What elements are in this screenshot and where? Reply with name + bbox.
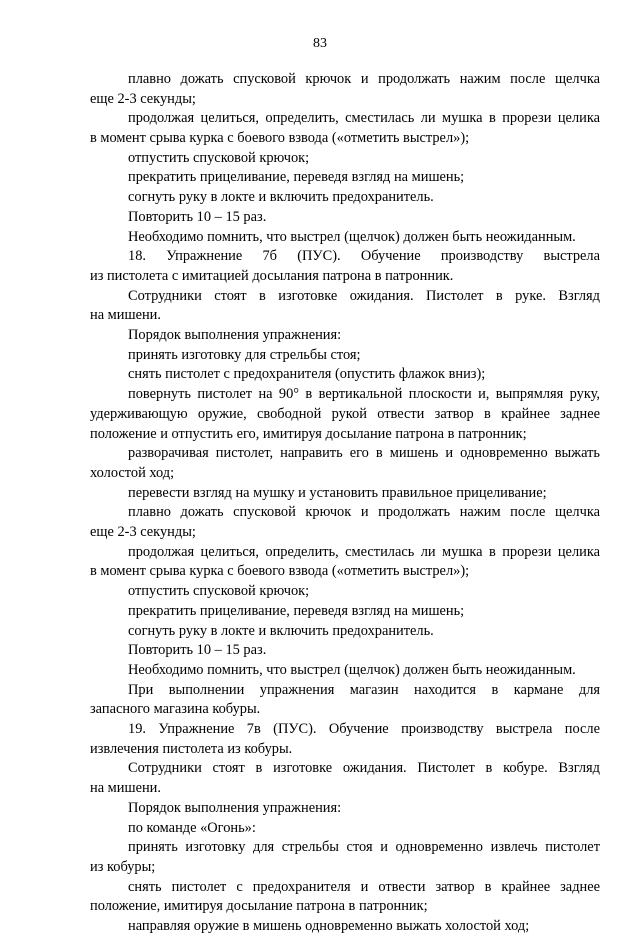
page-number: 83 <box>313 36 327 51</box>
text-line: еще 2-3 секунды; <box>90 524 196 541</box>
text-line: отпустить спусковой крючок; <box>128 583 310 600</box>
text-line: Сотрудники стоят в изготовке ожидания. Пистолет в кобуре. Взгляд <box>128 760 600 777</box>
text-line: удерживающую оружие, свободной рукой отвести затвор в крайнее заднее <box>90 405 600 422</box>
text-line: на мишени. <box>90 780 161 797</box>
text-line: перевести взгляд на мушку и установить правильное прицеливание; <box>128 484 547 501</box>
text-line: направляя оружие в мишень одновременно выжать холостой ход; <box>128 918 530 935</box>
text-line: плавно дожать спусковой крючок и продолжать нажим после щелчка <box>128 504 600 521</box>
text-line: принять изготовку для стрельбы стоя; <box>128 346 361 363</box>
text-line: повернуть пистолет на 90° в вертикальной плоскости и, выпрямляя руку, <box>128 386 600 403</box>
text-line: отпустить спусковой крючок; <box>128 149 310 166</box>
text-line: на мишени. <box>90 307 161 324</box>
text-line: по команде «Огонь»: <box>128 819 256 836</box>
text-line: Повторить 10 – 15 раз. <box>128 642 267 659</box>
text-line: Повторить 10 – 15 раз. <box>128 208 267 225</box>
text-line: холостой ход; <box>90 464 175 481</box>
text-line: снять пистолет с предохранителя (опустить флажок вниз); <box>128 366 486 383</box>
body-text <box>90 70 600 937</box>
text-line: еще 2-3 секунды; <box>90 90 196 107</box>
text-line: 18. Упражнение 7б (ПУС). Обучение производству выстрела <box>128 248 600 265</box>
text-line: разворачивая пистолет, направить его в мишень и одновременно выжать <box>128 445 600 462</box>
text-line: согнуть руку в локте и включить предохранитель. <box>128 189 434 206</box>
text-line: Порядок выполнения упражнения: <box>128 327 342 344</box>
text-line: 19. Упражнение 7в (ПУС). Обучение производству выстрела после <box>128 721 600 738</box>
text-line: продолжая целиться, определить, сместилась ли мушка в прорези целика <box>128 110 600 127</box>
text-line: из пистолета с имитацией досылания патрона в патронник. <box>90 267 454 284</box>
text-line: Сотрудники стоят в изготовке ожидания. Пистолет в руке. Взгляд <box>128 287 600 304</box>
text-line: Необходимо помнить, что выстрел (щелчок) должен быть неожиданным. <box>128 228 576 245</box>
text-line: Необходимо помнить, что выстрел (щелчок) должен быть неожиданным. <box>128 661 576 678</box>
text-line: Порядок выполнения упражнения: <box>128 799 342 816</box>
text-line: прекратить прицеливание, переведя взгляд на мишень; <box>128 602 465 619</box>
text-line: принять изготовку для стрельбы стоя и одновременно извлечь пистолет <box>128 839 600 856</box>
text-line: продолжая целиться, определить, сместилась ли мушка в прорези целика <box>128 543 600 560</box>
text-line: снять пистолет с предохранителя и отвести затвор в крайнее заднее <box>128 878 600 895</box>
text-line: в момент срыва курка с боевого взвода («отметить выстрел»); <box>90 130 470 147</box>
text-line: прекратить прицеливание, переведя взгляд на мишень; <box>128 169 465 186</box>
text-line: из кобуры; <box>90 858 156 875</box>
text-line: плавно дожать спусковой крючок и продолжать нажим после щелчка <box>128 71 600 87</box>
text-line: При выполнении упражнения магазин находится в кармане для <box>128 681 600 698</box>
text-line: запасного магазина кобуры. <box>90 701 261 718</box>
text-line: извлечения пистолета из кобуры. <box>90 740 293 757</box>
text-line: положение и отпустить его, имитируя досылание патрона в патронник; <box>90 425 527 442</box>
text-line: в момент срыва курка с боевого взвода («отметить выстрел»); <box>90 563 470 580</box>
text-line: согнуть руку в локте и включить предохранитель. <box>128 622 434 639</box>
text-line: положение, имитируя досылание патрона в патронник; <box>90 898 428 915</box>
